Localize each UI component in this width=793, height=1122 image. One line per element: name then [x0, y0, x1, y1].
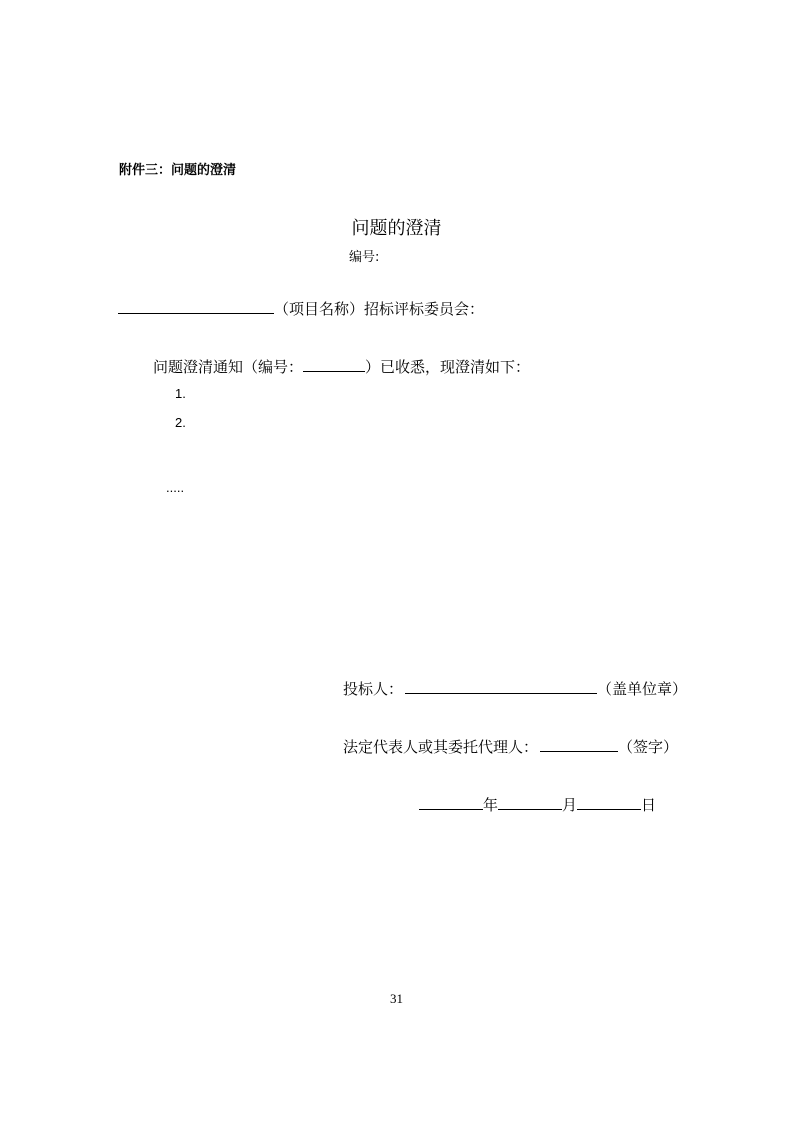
document-number-label: 编号: — [349, 250, 380, 265]
bidder-label: 投标人： — [343, 680, 404, 698]
legal-rep-suffix: （签字） — [618, 738, 679, 756]
notice-suffix: ）已收悉，现澄清如下： — [365, 358, 531, 376]
addressee-line — [118, 298, 484, 319]
page-title: 问题的澄清 — [351, 218, 442, 239]
year-label: 年 — [483, 796, 499, 814]
page-number: 31 — [390, 991, 403, 1006]
legal-rep-blank — [540, 750, 618, 752]
legal-rep-label: 法定代表人或其委托代理人： — [343, 738, 539, 756]
project-name-blank — [118, 312, 274, 314]
month-blank — [498, 808, 562, 810]
notice-number-blank — [303, 370, 365, 372]
year-blank — [419, 808, 483, 810]
day-blank — [577, 808, 641, 810]
month-label: 月 — [562, 796, 578, 814]
attachment-label: 附件三：问题的澄清 — [119, 163, 237, 178]
notice-prefix: 问题澄清通知（编号： — [153, 358, 304, 376]
list-item: 2. — [175, 415, 186, 430]
notice-line — [153, 356, 530, 377]
date-line — [419, 794, 656, 815]
legal-rep-signature-line — [343, 736, 678, 757]
continuation-ellipsis: ..... — [166, 480, 185, 495]
day-label: 日 — [641, 796, 657, 814]
bidder-blank — [405, 692, 597, 694]
addressee-text: （项目名称）招标评标委员会： — [274, 300, 485, 318]
bidder-signature-line — [343, 678, 687, 699]
list-item: 1. — [175, 386, 186, 401]
bidder-suffix: （盖单位章） — [597, 680, 688, 698]
